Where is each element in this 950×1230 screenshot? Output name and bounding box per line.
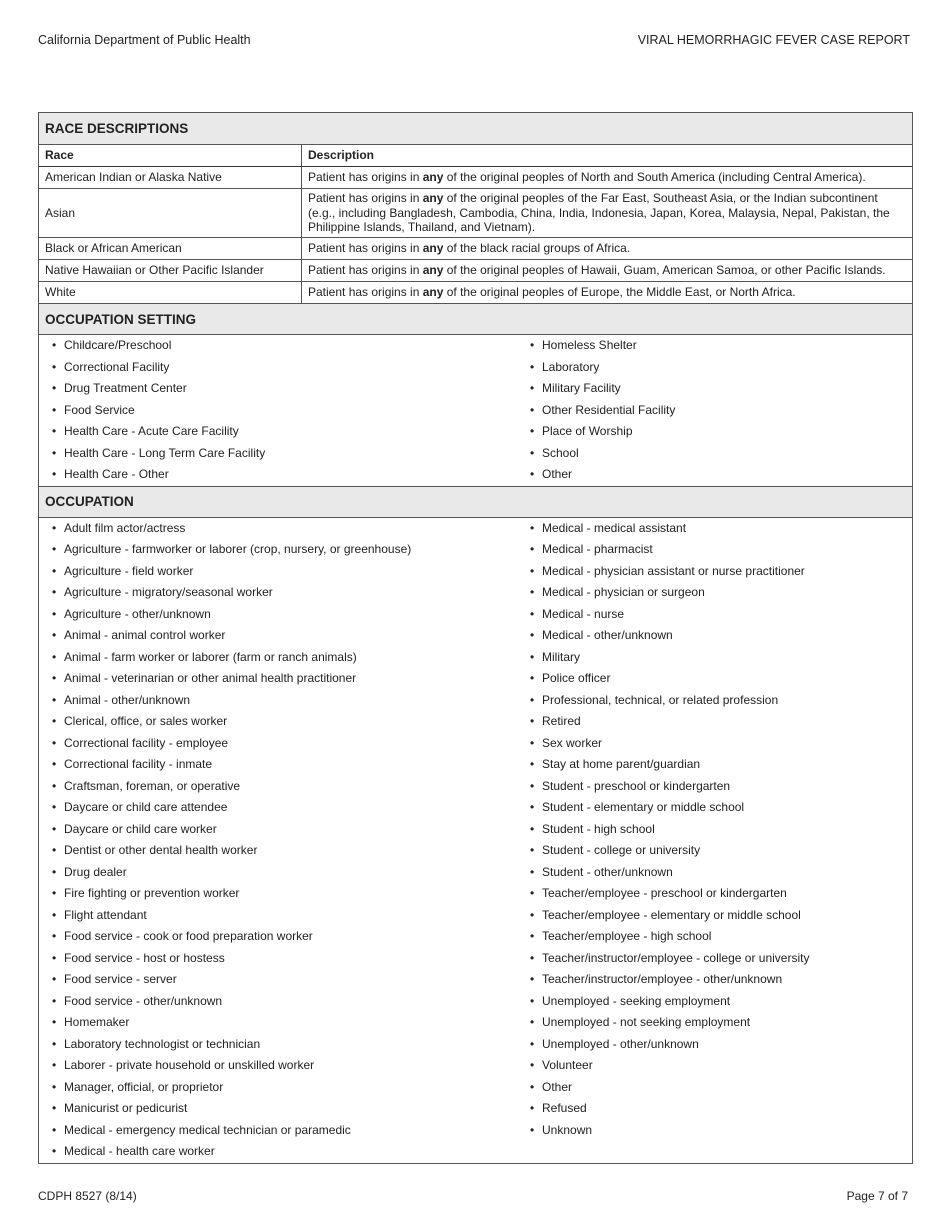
- list-item: [45, 335, 519, 357]
- bullet-icon: •: [530, 606, 535, 621]
- list-item: [45, 518, 519, 540]
- list-item-label: Military Facility: [542, 381, 621, 395]
- list-item: [523, 561, 912, 583]
- bullet-icon: •: [530, 424, 535, 438]
- bullet-icon: •: [530, 757, 535, 771]
- bullet-icon: •: [530, 972, 535, 986]
- bullet-icon: •: [530, 950, 535, 965]
- list-item-label: Medical - other/unknown: [542, 628, 673, 642]
- list-item-label: Refused: [542, 1101, 587, 1115]
- bullet-icon: •: [52, 649, 57, 664]
- list-item-label: Dentist or other dental health worker: [64, 843, 258, 857]
- bullet-icon: •: [52, 542, 57, 556]
- bullet-icon: •: [530, 381, 535, 395]
- list-item-label: Other: [542, 1079, 573, 1094]
- list-item: [45, 647, 519, 669]
- list-item: [523, 862, 912, 884]
- list-item: [523, 539, 912, 561]
- race-col-header: Race: [39, 145, 302, 167]
- list-item: [45, 1077, 519, 1099]
- bullet-icon: •: [530, 1058, 535, 1072]
- list-item-label: Teacher/instructor/employee - other/unknown: [542, 972, 783, 986]
- bullet-icon: •: [530, 542, 535, 556]
- list-item: [523, 400, 912, 422]
- list-item-label: Health Care - Long Term Care Facility: [64, 445, 266, 460]
- list-item-label: Sex worker: [542, 735, 603, 750]
- list-item-label: Homeless Shelter: [542, 338, 637, 352]
- list-item: [523, 1055, 912, 1077]
- list-item-label: Medical - emergency medical technician or paramedic: [64, 1122, 351, 1137]
- list-item: [523, 969, 912, 991]
- bullet-icon: •: [530, 520, 535, 535]
- list-item-label: Homemaker: [64, 1015, 130, 1029]
- list-item: [523, 776, 912, 798]
- list-item-label: Medical - nurse: [542, 606, 625, 621]
- list-item: [45, 668, 519, 690]
- bullet-icon: •: [530, 800, 535, 814]
- race-table: [39, 145, 912, 303]
- bullet-icon: •: [530, 929, 535, 943]
- bullet-icon: •: [52, 520, 57, 535]
- list-item-label: Student - college or university: [542, 843, 701, 857]
- table-row: [39, 260, 912, 282]
- list-item: [45, 819, 519, 841]
- list-item: [45, 464, 519, 486]
- bullet-icon: •: [530, 864, 535, 879]
- list-item: [45, 1098, 519, 1120]
- bullet-icon: •: [52, 585, 57, 599]
- list-item-label: Teacher/instructor/employee - college or university: [542, 950, 810, 965]
- list-item: [523, 883, 912, 905]
- bullet-icon: •: [52, 338, 57, 352]
- bullet-icon: •: [52, 1101, 57, 1115]
- bullet-icon: •: [52, 929, 57, 943]
- bullet-icon: •: [530, 359, 535, 374]
- list-item: [45, 991, 519, 1013]
- list-item: [45, 443, 519, 465]
- list-item: [523, 1098, 912, 1120]
- bullet-icon: •: [52, 1058, 57, 1072]
- header-agency: California Department of Public Health: [38, 33, 251, 47]
- list-item: [523, 797, 912, 819]
- list-item-label: Unemployed - seeking employment: [542, 993, 731, 1008]
- occupation-left-column: [39, 518, 519, 1163]
- list-item-label: Student - other/unknown: [542, 864, 673, 879]
- bullet-icon: •: [52, 1036, 57, 1051]
- occupation-setting-list: [39, 335, 912, 486]
- race-description: Patient has origins in any of the black racial groups of Africa.: [302, 238, 913, 260]
- list-item-label: Craftsman, foreman, or operative: [64, 778, 241, 793]
- race-name: Asian: [39, 189, 302, 238]
- section-title-occupation: OCCUPATION: [39, 486, 912, 518]
- list-item: [523, 1120, 912, 1142]
- bullet-icon: •: [530, 1015, 535, 1029]
- section-title-race: RACE DESCRIPTIONS: [39, 113, 912, 145]
- bullet-icon: •: [530, 467, 535, 481]
- section-title-occupation-setting: OCCUPATION SETTING: [39, 303, 912, 335]
- occupation-setting-left-column: [39, 335, 519, 486]
- list-item: [45, 625, 519, 647]
- bullet-icon: •: [52, 467, 57, 481]
- bullet-icon: •: [52, 424, 57, 438]
- bullet-icon: •: [530, 778, 535, 793]
- list-item: [523, 991, 912, 1013]
- list-item: [523, 668, 912, 690]
- list-item: [45, 604, 519, 626]
- bullet-icon: •: [52, 886, 57, 900]
- list-item-label: Clerical, office, or sales worker: [64, 714, 228, 728]
- list-item: [45, 1120, 519, 1142]
- bullet-icon: •: [52, 628, 57, 642]
- footer-page-number: Page 7 of 7: [846, 1189, 908, 1203]
- table-row: [39, 167, 912, 189]
- list-item: [45, 690, 519, 712]
- bullet-icon: •: [52, 1079, 57, 1094]
- race-name: American Indian or Alaska Native: [39, 167, 302, 189]
- list-item-label: Drug Treatment Center: [64, 381, 187, 395]
- list-item-label: Place of Worship: [542, 424, 633, 438]
- list-item-label: Medical - physician assistant or nurse practitioner: [542, 563, 805, 578]
- list-item: [45, 1034, 519, 1056]
- list-item-label: Unemployed - not seeking employment: [542, 1015, 751, 1029]
- list-item-label: Manicurist or pedicurist: [64, 1101, 188, 1115]
- list-item-label: Student - high school: [542, 821, 655, 836]
- race-description: Patient has origins in any of the original peoples of North and South America (including Central America).: [302, 167, 913, 189]
- list-item-label: Agriculture - other/unknown: [64, 606, 211, 621]
- list-item-label: Health Care - Other: [64, 467, 169, 481]
- form-body: [38, 112, 913, 1164]
- list-item: [523, 948, 912, 970]
- list-item: [45, 883, 519, 905]
- bullet-icon: •: [530, 338, 535, 352]
- list-item: [45, 733, 519, 755]
- list-item: [523, 690, 912, 712]
- list-item-label: Laboratory: [542, 359, 600, 374]
- occupation-right-column: [519, 518, 912, 1163]
- race-name: Black or African American: [39, 238, 302, 260]
- list-item-label: Correctional facility - inmate: [64, 757, 213, 771]
- race-description: Patient has origins in any of the original peoples of Hawaii, Guam, American Samoa, or other Pacific Islands.: [302, 260, 913, 282]
- list-item-label: Manager, official, or proprietor: [64, 1079, 224, 1094]
- bullet-icon: •: [530, 402, 535, 417]
- race-name: Native Hawaiian or Other Pacific Islander: [39, 260, 302, 282]
- list-item: [45, 1055, 519, 1077]
- list-item: [523, 378, 912, 400]
- bullet-icon: •: [52, 778, 57, 793]
- list-item-label: Laborer - private household or unskilled worker: [64, 1058, 315, 1072]
- bullet-icon: •: [52, 692, 57, 707]
- list-item: [45, 948, 519, 970]
- list-item: [45, 776, 519, 798]
- list-item: [523, 905, 912, 927]
- list-item-label: Student - preschool or kindergarten: [542, 778, 731, 793]
- list-item: [523, 840, 912, 862]
- list-item-label: Medical - medical assistant: [542, 520, 687, 535]
- list-item-label: Police officer: [542, 671, 611, 685]
- bullet-icon: •: [52, 843, 57, 857]
- bullet-icon: •: [530, 843, 535, 857]
- bullet-icon: •: [530, 649, 535, 664]
- list-item: [523, 335, 912, 357]
- list-item-label: Food service - host or hostess: [64, 950, 225, 965]
- list-item-label: Correctional facility - employee: [64, 735, 229, 750]
- list-item-label: Student - elementary or middle school: [542, 800, 745, 814]
- bullet-icon: •: [530, 821, 535, 836]
- list-item-label: Daycare or child care attendee: [64, 800, 228, 814]
- race-description: Patient has origins in any of the original peoples of Europe, the Middle East, or North Africa.: [302, 282, 913, 304]
- bullet-icon: •: [52, 993, 57, 1008]
- list-item: [523, 421, 912, 443]
- list-item: [45, 539, 519, 561]
- bullet-icon: •: [52, 671, 57, 685]
- list-item: [523, 1034, 912, 1056]
- table-row: [39, 282, 912, 304]
- list-item: [523, 819, 912, 841]
- list-item-label: Professional, technical, or related profession: [542, 692, 779, 707]
- list-item-label: Animal - other/unknown: [64, 692, 191, 707]
- list-item-label: Medical - health care worker: [64, 1144, 215, 1158]
- table-row: [39, 189, 912, 238]
- list-item: [523, 1012, 912, 1034]
- bullet-icon: •: [52, 972, 57, 986]
- bullet-icon: •: [530, 671, 535, 685]
- list-item-label: Volunteer: [542, 1058, 593, 1072]
- bullet-icon: •: [530, 1036, 535, 1051]
- list-item: [523, 604, 912, 626]
- bullet-icon: •: [52, 864, 57, 879]
- list-item-label: Food service - server: [64, 972, 177, 986]
- bullet-icon: •: [530, 445, 535, 460]
- list-item: [45, 582, 519, 604]
- bullet-icon: •: [530, 714, 535, 728]
- bullet-icon: •: [52, 800, 57, 814]
- list-item-label: Correctional Facility: [64, 359, 170, 374]
- list-item-label: Food service - other/unknown: [64, 993, 223, 1008]
- list-item-label: Teacher/employee - preschool or kindergarten: [542, 886, 787, 900]
- bullet-icon: •: [52, 757, 57, 771]
- list-item: [523, 711, 912, 733]
- bullet-icon: •: [52, 1144, 57, 1158]
- list-item: [523, 582, 912, 604]
- list-item: [45, 357, 519, 379]
- bullet-icon: •: [530, 692, 535, 707]
- footer-form-number: CDPH 8527 (8/14): [38, 1189, 137, 1203]
- list-item-label: Childcare/Preschool: [64, 338, 172, 352]
- list-item: [45, 1012, 519, 1034]
- list-item: [523, 926, 912, 948]
- occupation-list: [39, 518, 912, 1163]
- list-item-label: Health Care - Acute Care Facility: [64, 424, 239, 438]
- bullet-icon: •: [52, 563, 57, 578]
- list-item: [523, 464, 912, 486]
- list-item: [45, 797, 519, 819]
- list-item-label: Military: [542, 649, 580, 664]
- bullet-icon: •: [530, 735, 535, 750]
- bullet-icon: •: [530, 907, 535, 922]
- list-item: [45, 561, 519, 583]
- list-item: [523, 625, 912, 647]
- list-item-label: Agriculture - farmworker or laborer (crop, nursery, or greenhouse): [64, 542, 412, 556]
- list-item-label: Teacher/employee - elementary or middle school: [542, 907, 801, 922]
- bullet-icon: •: [52, 445, 57, 460]
- list-item-label: Unemployed - other/unknown: [542, 1036, 699, 1051]
- list-item: [523, 1077, 912, 1099]
- list-item-label: Daycare or child care worker: [64, 821, 217, 836]
- list-item: [45, 421, 519, 443]
- race-name: White: [39, 282, 302, 304]
- list-item-label: Laboratory technologist or technician: [64, 1036, 261, 1051]
- list-item: [45, 926, 519, 948]
- list-item: [523, 443, 912, 465]
- list-item-label: Animal - veterinarian or other animal health practitioner: [64, 671, 357, 685]
- desc-col-header: Description: [302, 145, 913, 167]
- race-description: Patient has origins in any of the original peoples of the Far East, Southeast Asia, or the Indian subcontinent (e.g., including Bangladesh, Cambodia, China, India, Indonesia, Japan, Korea, Malaysia, Nepal, Pakistan, the Philippine Islands, Thailand, and Vietnam).: [302, 189, 913, 238]
- list-item: [523, 518, 912, 540]
- list-item: [45, 1141, 519, 1163]
- bullet-icon: •: [52, 714, 57, 728]
- list-item: [45, 378, 519, 400]
- list-item-label: Stay at home parent/guardian: [542, 757, 701, 771]
- list-item: [45, 905, 519, 927]
- bullet-icon: •: [52, 950, 57, 965]
- list-item-label: Food service - cook or food preparation worker: [64, 929, 313, 943]
- header-form-title: VIRAL HEMORRHAGIC FEVER CASE REPORT: [637, 33, 910, 47]
- bullet-icon: •: [52, 1122, 57, 1137]
- bullet-icon: •: [52, 907, 57, 922]
- list-item-label: Other Residential Facility: [542, 402, 676, 417]
- bullet-icon: •: [530, 585, 535, 599]
- bullet-icon: •: [530, 1122, 535, 1137]
- list-item-label: Animal - animal control worker: [64, 628, 226, 642]
- list-item-label: Animal - farm worker or laborer (farm or ranch animals): [64, 649, 357, 664]
- list-item: [523, 357, 912, 379]
- list-item-label: Agriculture - field worker: [64, 563, 194, 578]
- list-item-label: Unknown: [542, 1122, 593, 1137]
- bullet-icon: •: [530, 563, 535, 578]
- list-item: [523, 754, 912, 776]
- occupation-setting-right-column: [519, 335, 912, 486]
- list-item-label: Flight attendant: [64, 907, 147, 922]
- bullet-icon: •: [52, 606, 57, 621]
- bullet-icon: •: [52, 402, 57, 417]
- table-row: [39, 238, 912, 260]
- bullet-icon: •: [52, 359, 57, 374]
- list-item-label: School: [542, 445, 579, 460]
- bullet-icon: •: [530, 886, 535, 900]
- list-item: [45, 862, 519, 884]
- list-item: [523, 733, 912, 755]
- bullet-icon: •: [52, 735, 57, 750]
- list-item: [45, 969, 519, 991]
- list-item: [45, 400, 519, 422]
- bullet-icon: •: [52, 821, 57, 836]
- list-item: [45, 754, 519, 776]
- list-item-label: Adult film actor/actress: [64, 520, 186, 535]
- list-item: [45, 840, 519, 862]
- list-item-label: Fire fighting or prevention worker: [64, 886, 240, 900]
- list-item-label: Drug dealer: [64, 864, 127, 879]
- bullet-icon: •: [530, 1101, 535, 1115]
- list-item-label: Retired: [542, 714, 581, 728]
- bullet-icon: •: [52, 1015, 57, 1029]
- bullet-icon: •: [530, 1079, 535, 1094]
- list-item-label: Medical - physician or surgeon: [542, 585, 705, 599]
- bullet-icon: •: [530, 993, 535, 1008]
- list-item: [45, 711, 519, 733]
- list-item-label: Teacher/employee - high school: [542, 929, 712, 943]
- list-item-label: Medical - pharmacist: [542, 542, 653, 556]
- bullet-icon: •: [52, 381, 57, 395]
- list-item: [523, 647, 912, 669]
- list-item-label: Food Service: [64, 402, 135, 417]
- bullet-icon: •: [530, 628, 535, 642]
- list-item-label: Other: [542, 467, 573, 481]
- list-item-label: Agriculture - migratory/seasonal worker: [64, 585, 273, 599]
